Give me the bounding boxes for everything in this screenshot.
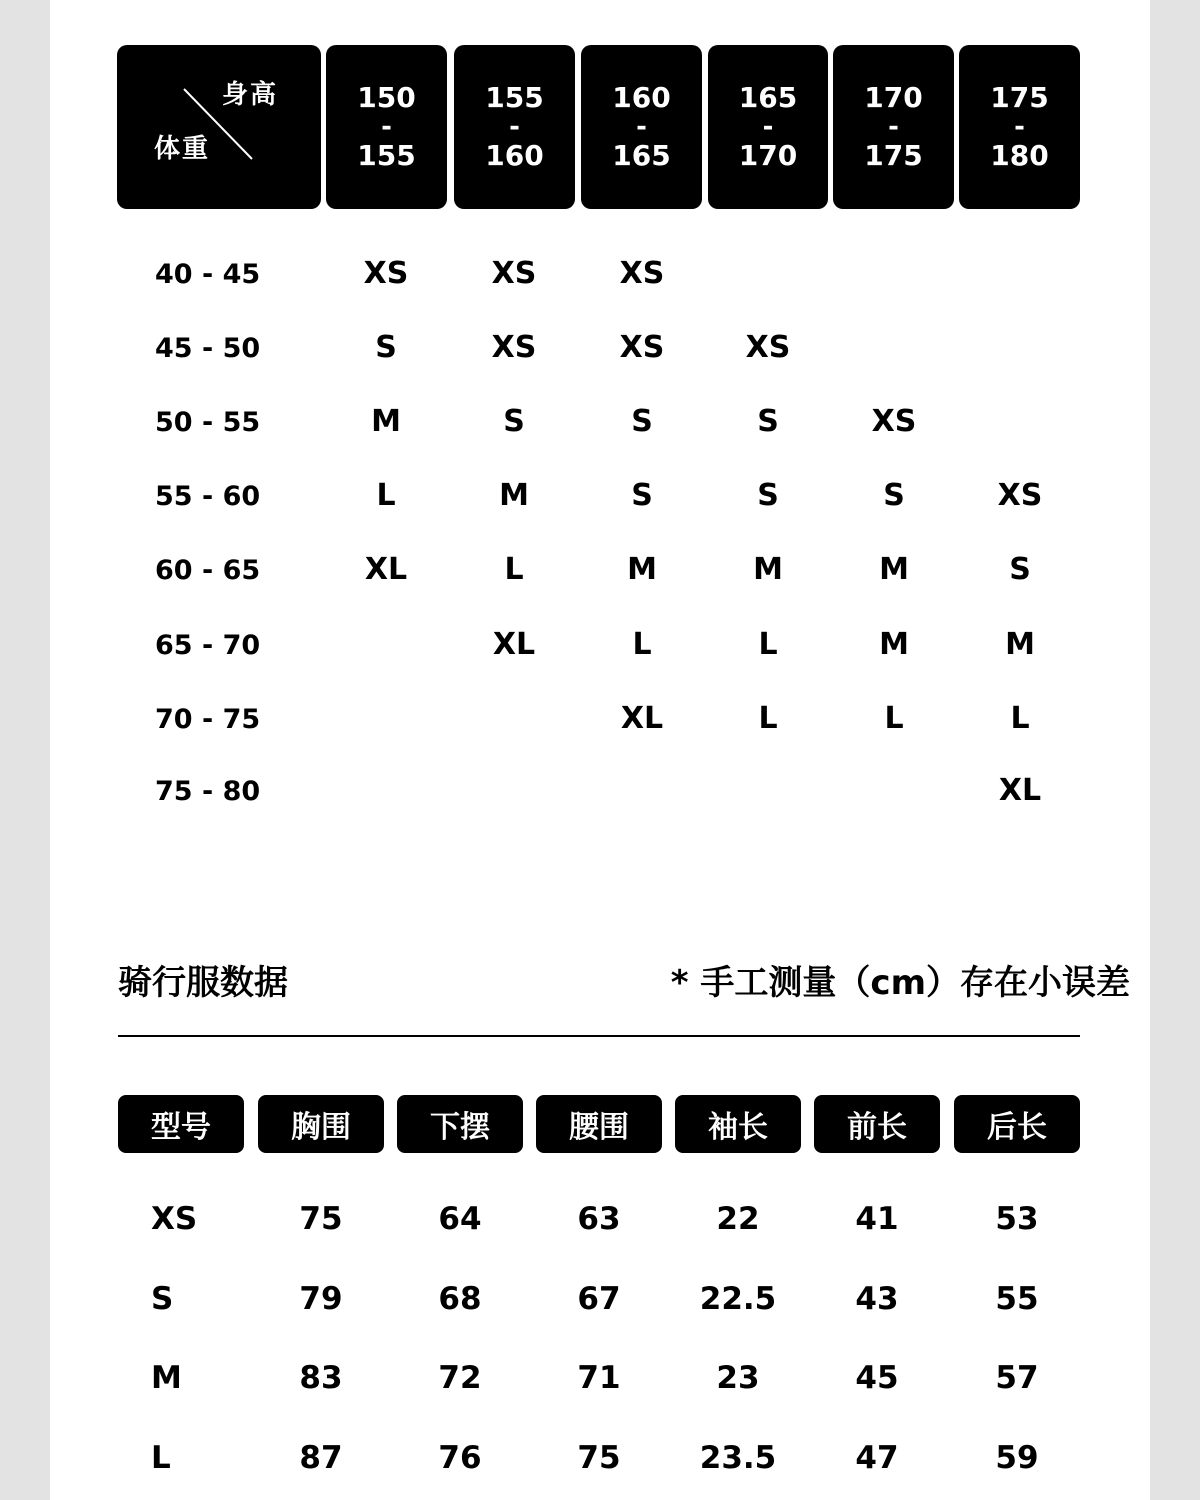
- size-label-cell: M: [151, 1360, 182, 1396]
- weight-range-label: 40 - 45: [155, 259, 261, 290]
- height-range-low: 165: [738, 81, 798, 114]
- height-range-high: 175: [864, 139, 923, 172]
- measure-value-cell: 72: [438, 1360, 482, 1396]
- height-range-low: 155: [485, 81, 544, 114]
- measure-header: 前长: [814, 1095, 940, 1153]
- height-range-header: [833, 45, 954, 209]
- height-range-header: [454, 45, 575, 209]
- recommended-size-cell: L: [758, 701, 778, 736]
- height-range-separator: -: [381, 112, 392, 142]
- recommended-size-cell: M: [371, 404, 401, 439]
- measure-value-cell: 75: [299, 1201, 343, 1237]
- measure-value-cell: 53: [995, 1201, 1039, 1237]
- height-range-high: 160: [485, 139, 544, 172]
- height-label: 身高: [222, 80, 279, 110]
- recommended-size-cell: S: [757, 478, 779, 513]
- measurement-section-title: 骑行服数据: [118, 963, 288, 1003]
- measure-value-cell: 76: [438, 1440, 482, 1476]
- measure-value-cell: 47: [855, 1440, 899, 1476]
- height-range-high: 165: [612, 139, 671, 172]
- size-label-cell: XS: [151, 1201, 198, 1237]
- recommended-size-cell: S: [375, 330, 397, 365]
- weight-range-label: 45 - 50: [155, 333, 261, 364]
- recommended-size-cell: S: [503, 404, 525, 439]
- measure-header: 胸围: [258, 1095, 384, 1153]
- measure-value-cell: 63: [577, 1201, 621, 1237]
- recommended-size-cell: XS: [871, 404, 917, 439]
- weight-range-label: 70 - 75: [155, 704, 261, 735]
- height-range-separator: -: [762, 112, 774, 142]
- recommended-size-cell: S: [631, 478, 653, 513]
- recommended-size-cell: L: [376, 478, 396, 513]
- measure-value-cell: 83: [299, 1360, 343, 1396]
- weight-range-label: 65 - 70: [155, 630, 261, 661]
- measure-header: 袖长: [675, 1095, 801, 1153]
- height-range-low: 150: [357, 81, 416, 114]
- recommended-size-cell: L: [758, 627, 778, 662]
- recommended-size-cell: M: [879, 552, 909, 587]
- recommended-size-cell: L: [884, 701, 904, 736]
- measure-value-cell: 79: [299, 1281, 343, 1317]
- height-range-high: 170: [738, 139, 798, 172]
- recommended-size-cell: XS: [491, 256, 537, 291]
- recommended-size-cell: XL: [998, 773, 1042, 808]
- size-label-cell: S: [151, 1281, 174, 1317]
- recommended-size-cell: L: [632, 627, 652, 662]
- measure-value-cell: 59: [995, 1440, 1039, 1476]
- recommended-size-cell: XS: [363, 256, 409, 291]
- recommended-size-cell: XS: [619, 256, 665, 291]
- height-range-high: 180: [990, 139, 1049, 172]
- measure-value-cell: 23: [716, 1360, 760, 1396]
- recommended-size-cell: XS: [491, 330, 537, 365]
- recommended-size-cell: XS: [997, 478, 1043, 513]
- recommended-size-cell: XS: [745, 330, 791, 365]
- measurement-note: * 手工测量（cm）存在小误差: [670, 963, 1130, 1003]
- height-range-low: 160: [612, 81, 671, 114]
- height-range-separator: -: [636, 112, 647, 142]
- height-range-header: [959, 45, 1080, 209]
- measure-header: 下摆: [397, 1095, 523, 1153]
- height-range-low: 170: [864, 81, 923, 114]
- recommended-size-cell: M: [879, 627, 909, 662]
- recommended-size-cell: M: [1005, 627, 1035, 662]
- weight-label: 体重: [154, 134, 211, 164]
- height-range-high: 155: [357, 139, 416, 172]
- size-label-cell: L: [151, 1440, 171, 1476]
- height-range-separator: -: [1014, 112, 1025, 142]
- measure-value-cell: 22.5: [699, 1281, 777, 1317]
- weight-range-label: 60 - 65: [155, 555, 261, 586]
- height-range-header: [326, 45, 447, 209]
- weight-range-label: 50 - 55: [155, 407, 261, 438]
- measure-value-cell: 71: [577, 1360, 621, 1396]
- weight-range-label: 75 - 80: [155, 776, 261, 807]
- size-chart-corner-header: [117, 45, 321, 209]
- recommended-size-cell: M: [753, 552, 783, 587]
- recommended-size-cell: S: [883, 478, 905, 513]
- measure-value-cell: 57: [995, 1360, 1039, 1396]
- measure-value-cell: 64: [438, 1201, 482, 1237]
- weight-range-label: 55 - 60: [155, 481, 261, 512]
- height-range-header: [708, 45, 828, 209]
- measure-value-cell: 45: [855, 1360, 899, 1396]
- measure-header: 后长: [954, 1095, 1080, 1153]
- recommended-size-cell: M: [499, 478, 529, 513]
- measure-value-cell: 75: [577, 1440, 621, 1476]
- measure-value-cell: 43: [855, 1281, 899, 1317]
- height-range-separator: -: [888, 112, 899, 142]
- measure-value-cell: 23.5: [699, 1440, 777, 1476]
- recommended-size-cell: L: [504, 552, 524, 587]
- diagonal-divider-icon: [117, 45, 321, 209]
- recommended-size-cell: M: [627, 552, 657, 587]
- recommended-size-cell: S: [1009, 552, 1031, 587]
- recommended-size-cell: S: [631, 404, 653, 439]
- recommended-size-cell: XL: [492, 627, 536, 662]
- measure-value-cell: 41: [855, 1201, 899, 1237]
- measure-value-cell: 87: [299, 1440, 343, 1476]
- section-divider: [118, 1035, 1080, 1037]
- measure-value-cell: 67: [577, 1281, 621, 1317]
- recommended-size-cell: L: [1010, 701, 1030, 736]
- measure-value-cell: 55: [995, 1281, 1039, 1317]
- recommended-size-cell: XL: [620, 701, 664, 736]
- size-guide-page: [50, 0, 1150, 1500]
- height-range-header: [581, 45, 702, 209]
- measure-header: 型号: [118, 1095, 244, 1153]
- measure-value-cell: 68: [438, 1281, 482, 1317]
- measure-header: 腰围: [536, 1095, 662, 1153]
- recommended-size-cell: S: [757, 404, 779, 439]
- recommended-size-cell: XL: [364, 552, 408, 587]
- recommended-size-cell: XS: [619, 330, 665, 365]
- height-range-low: 175: [990, 81, 1049, 114]
- measure-value-cell: 22: [716, 1201, 760, 1237]
- height-range-separator: -: [509, 112, 520, 142]
